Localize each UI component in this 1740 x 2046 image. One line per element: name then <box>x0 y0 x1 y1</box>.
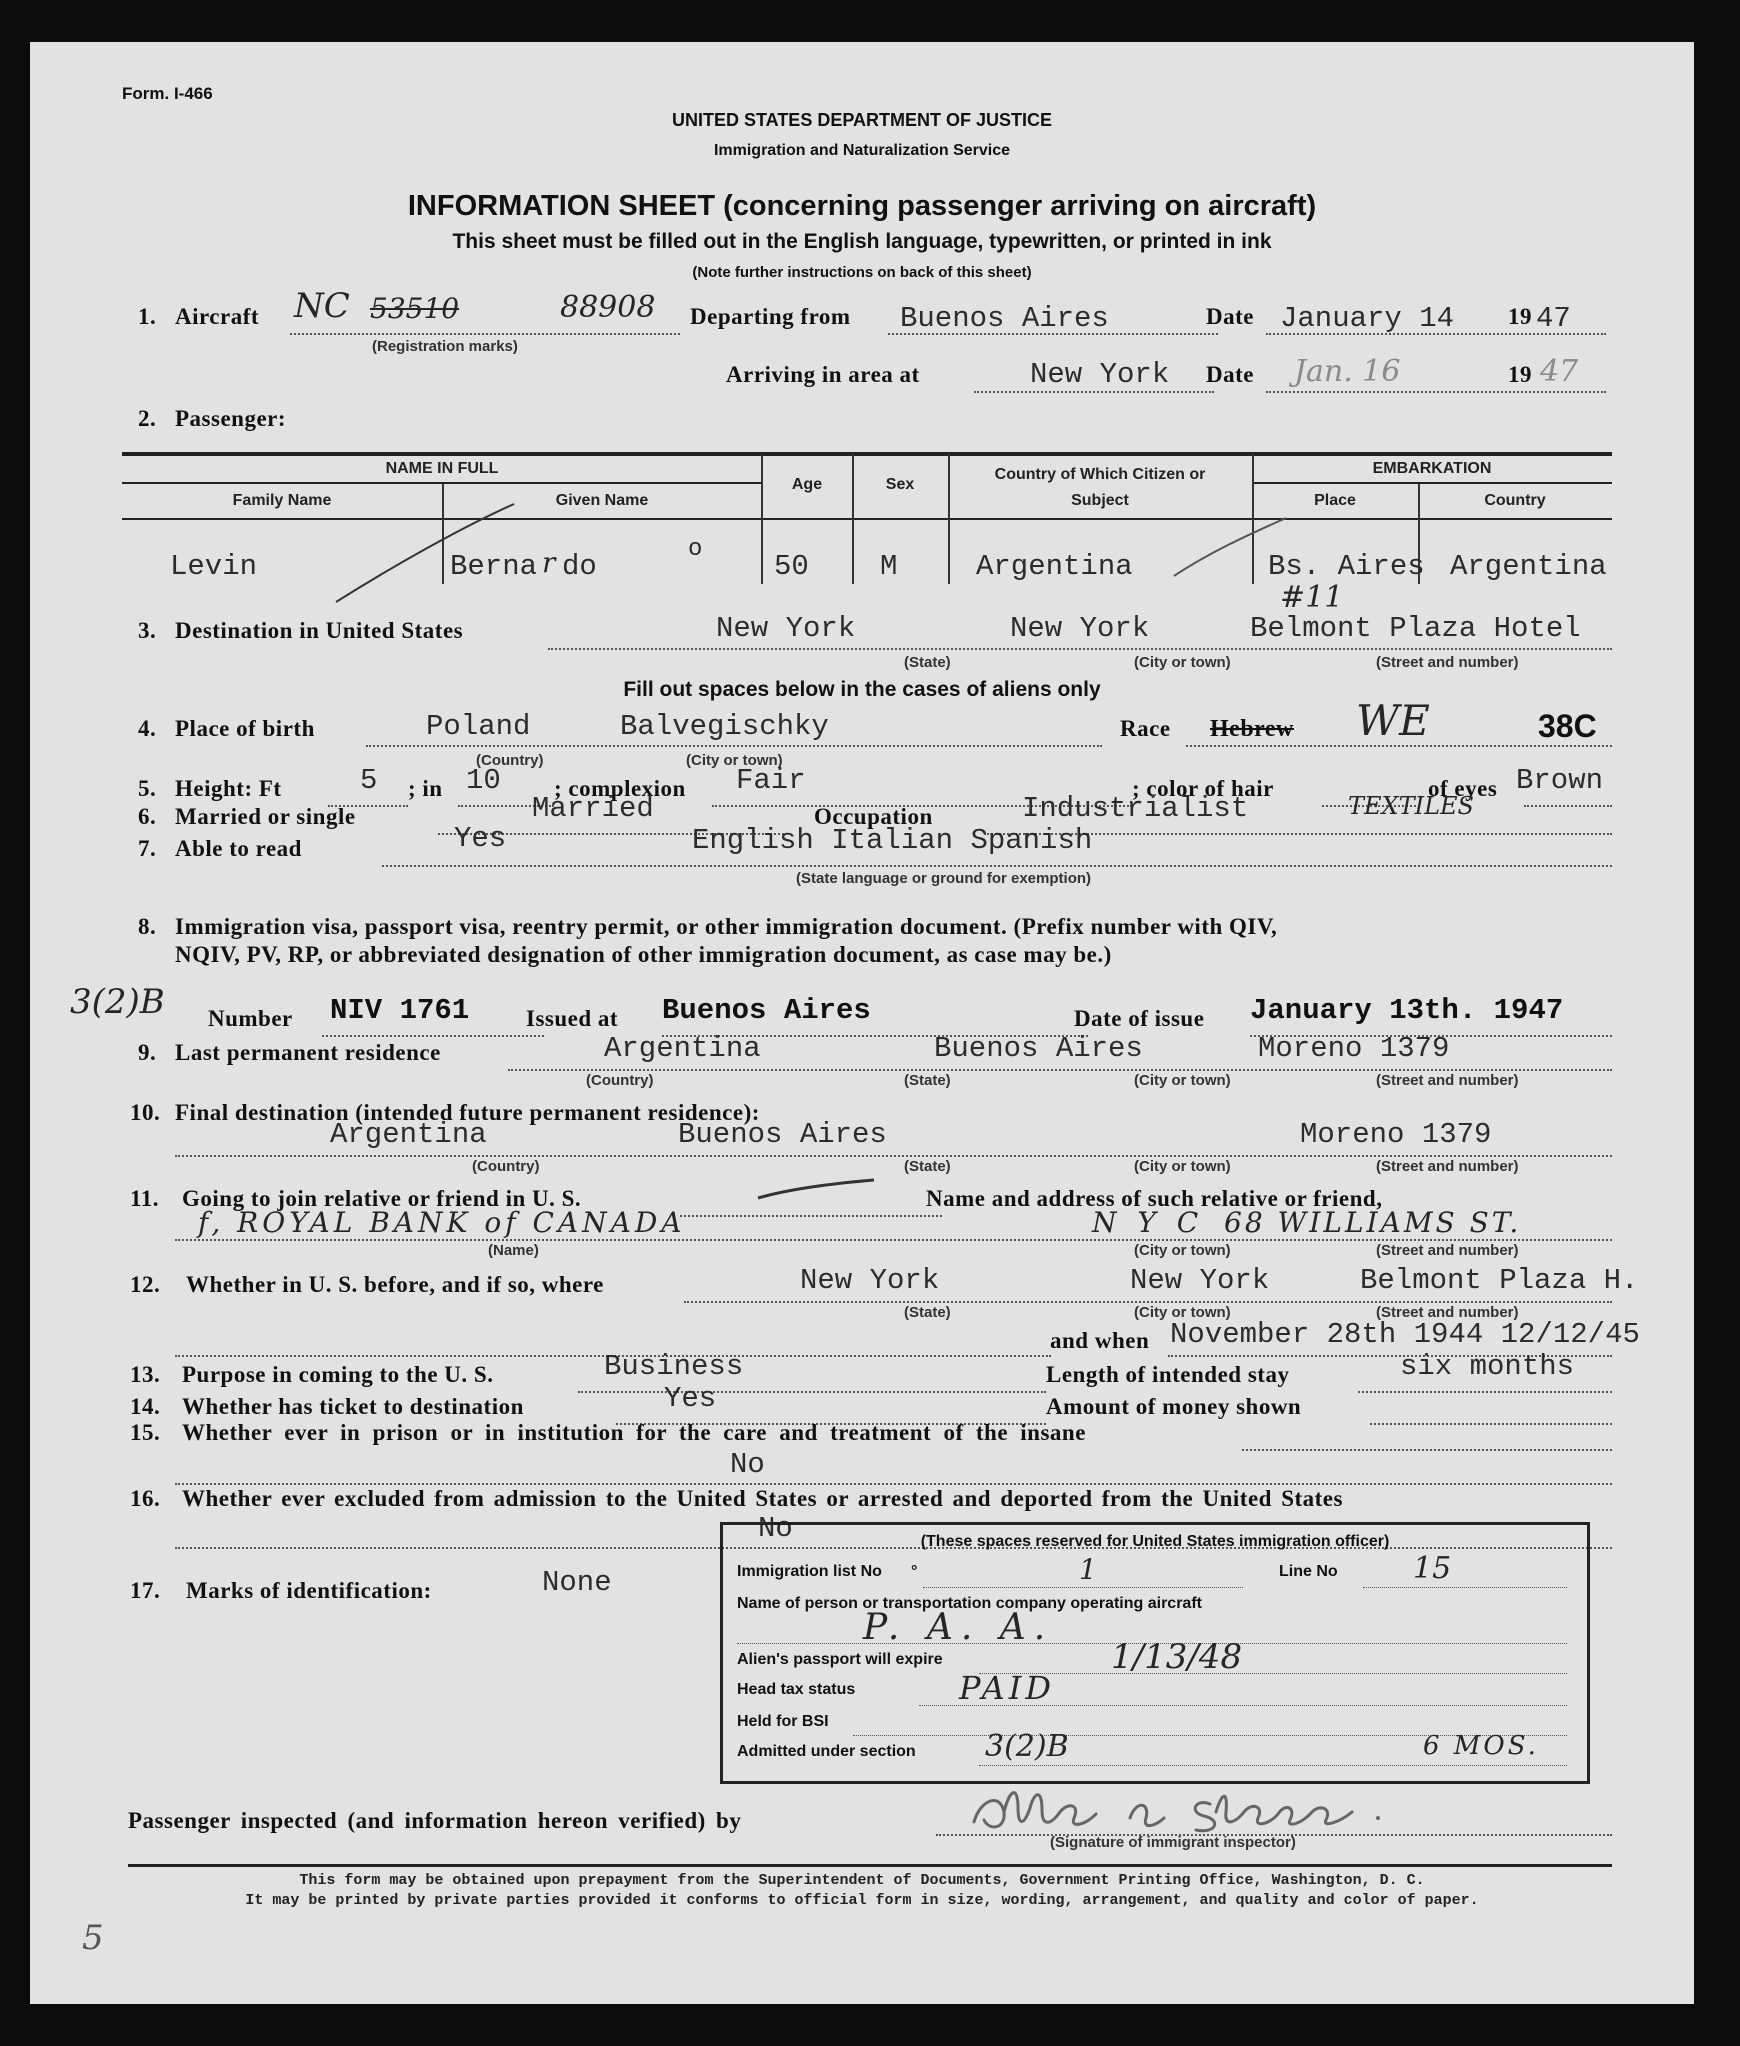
prison-answer-line <box>175 1483 1612 1485</box>
admitted-section-label: Admitted under section <box>737 1743 916 1760</box>
relative-street[interactable]: 68 WILLIAMS ST. <box>1224 1206 1522 1239</box>
race-handwritten[interactable]: WE <box>1356 696 1430 745</box>
final-destination-country[interactable]: Argentina <box>330 1118 487 1151</box>
head-tax-label: Head tax status <box>737 1681 856 1698</box>
arriving-value[interactable]: New York <box>1030 358 1170 391</box>
item-number: 2. <box>138 406 157 431</box>
last-residence-label: Last permanent residence <box>175 1040 441 1065</box>
date-label: Date <box>1206 362 1254 387</box>
previous-visit-street[interactable]: Belmont Plaza H. <box>1360 1264 1639 1297</box>
arrival-year[interactable]: 47 <box>1540 354 1579 389</box>
name-caption: (Name) <box>488 1242 539 1259</box>
registration-caption: (Registration marks) <box>372 338 518 355</box>
hair-label: ; color of hair <box>1132 776 1274 801</box>
country-caption: (Country) <box>472 1158 540 1175</box>
language-instruction: This sheet must be filled out in the English language, typewritten, or printed in ink <box>452 230 1272 253</box>
number-sign: ° <box>911 1563 918 1580</box>
item-number: 13. <box>130 1362 161 1387</box>
year-prefix: 19 <box>1508 304 1532 329</box>
departure-date[interactable]: January 14 <box>1280 302 1455 335</box>
issue-date-label: Date of issue <box>1074 1006 1205 1031</box>
item-number: 9. <box>138 1040 157 1065</box>
item-number: 4. <box>138 716 157 741</box>
stay-line <box>1358 1391 1612 1393</box>
table-top-rule <box>122 452 1612 456</box>
previous-visit-when[interactable]: November 28th 1944 12/12/45 <box>1170 1318 1640 1351</box>
name-in-full-header: NAME IN FULL <box>385 460 499 477</box>
line-number-label: Line No <box>1279 1563 1338 1580</box>
country-caption: (Country) <box>476 752 544 769</box>
visa-number[interactable]: NIV 1761 <box>330 994 470 1027</box>
relative-name[interactable]: f, ROYAL BANK of CANADA <box>198 1206 686 1239</box>
purpose-line <box>578 1391 1046 1393</box>
city-caption: (City or town) <box>1134 1158 1231 1175</box>
aircraft-prefix: NC <box>294 286 350 326</box>
when-label: and when <box>1050 1328 1150 1353</box>
page-title: INFORMATION SHEET (concerning passenger arriving on aircraft) <box>407 190 1317 222</box>
purpose-label: Purpose in coming to the U. S. <box>182 1362 494 1387</box>
race-line <box>1186 745 1612 747</box>
birth-line <box>366 745 1102 747</box>
bsi-label: Held for BSI <box>737 1713 829 1730</box>
visa-number-label: Number <box>208 1006 293 1031</box>
language-caption: (State language or ground for exemption) <box>796 870 1092 887</box>
issued-at-label: Issued at <box>526 1006 619 1031</box>
prison-answer[interactable]: No <box>730 1448 765 1481</box>
last-residence-line <box>508 1069 1612 1071</box>
item-number: 1. <box>138 304 157 329</box>
item-number: 15. <box>130 1420 161 1445</box>
age-value[interactable]: 50 <box>774 550 809 583</box>
purpose-value[interactable]: Business <box>604 1350 744 1383</box>
dash-mark <box>756 1176 876 1202</box>
issue-date-value[interactable]: January 13th. 1947 <box>1250 994 1564 1027</box>
last-residence-street[interactable]: Moreno 1379 <box>1258 1032 1450 1065</box>
read-value[interactable]: Yes <box>454 822 507 855</box>
admission-duration[interactable]: 6 MOS. <box>1423 1731 1539 1761</box>
embarkation-country-value[interactable]: Argentina <box>1450 550 1607 583</box>
final-destination-label: Final destination (intended future permanent residence): <box>175 1100 760 1125</box>
immigration-document-text-line1: Immigration visa, passport visa, reentry permit, or other immigration document. (Prefix number with QIV, <box>175 914 1278 939</box>
identification-marks-label: Marks of identification: <box>186 1578 432 1603</box>
line-number-line <box>1363 1587 1567 1588</box>
previous-visit-label: Whether in U. S. before, and if so, where <box>186 1272 604 1297</box>
arriving-line <box>974 391 1214 393</box>
height-inches[interactable]: 10 <box>466 764 501 797</box>
height-feet[interactable]: 5 <box>360 764 378 797</box>
item-number: 12. <box>130 1272 161 1297</box>
item-number: 8. <box>138 914 157 939</box>
last-residence-country[interactable]: Argentina <box>604 1032 761 1065</box>
citizen-value[interactable]: Argentina <box>976 550 1133 583</box>
aircraft-line <box>290 333 680 335</box>
name-address-label: Name and address of such relative or friend, <box>926 1186 1383 1211</box>
date-label: Date <box>1206 304 1254 329</box>
destination-label: Destination in United States <box>175 618 464 643</box>
city-caption: (City or town) <box>1134 1242 1231 1259</box>
previous-visit-state[interactable]: New York <box>800 1264 940 1297</box>
passport-expiry-line <box>979 1673 1567 1674</box>
prison-question: Whether ever in prison or in institution for the care and treatment of the insane <box>182 1420 1086 1445</box>
immigration-document-text-line2: NQIV, PV, RP, or abbreviated designation of other immigration document, as case may be.) <box>175 942 1112 967</box>
arriving-label: Arriving in area at <box>726 362 920 387</box>
given-name-header: Given Name <box>555 492 649 509</box>
item-number: 17. <box>130 1578 161 1603</box>
stay-value[interactable]: six months <box>1400 1350 1575 1383</box>
country-caption: (Country) <box>586 1072 654 1089</box>
city-caption: (City or town) <box>1134 1072 1231 1089</box>
destination-street[interactable]: Belmont Plaza Hotel <box>1250 612 1581 645</box>
race-struck: Hebrew <box>1210 716 1294 742</box>
aircraft-struck-number: 53510 <box>370 292 460 325</box>
birth-city[interactable]: Balvegischky <box>620 710 829 743</box>
family-name-header: Family Name <box>232 492 332 509</box>
height-feet-label: Height: Ft <box>175 776 282 801</box>
line-number-value[interactable]: 15 <box>1413 1551 1452 1586</box>
birth-country[interactable]: Poland <box>426 710 531 743</box>
item-number: 3. <box>138 618 157 643</box>
departing-value[interactable]: Buenos Aires <box>900 302 1109 335</box>
sex-value[interactable]: M <box>880 550 898 583</box>
passport-expiry-value[interactable]: 1/13/48 <box>1111 1637 1243 1677</box>
embarkation-header: EMBARKATION <box>1372 460 1492 477</box>
complexion-value[interactable]: Fair <box>736 764 806 797</box>
money-line <box>1370 1423 1612 1425</box>
page-mark: 5 <box>82 1918 104 1958</box>
stay-label: Length of intended stay <box>1046 1362 1290 1387</box>
languages-value[interactable]: English Italian Spanish <box>692 824 1093 857</box>
head-tax-value[interactable]: PAID <box>959 1669 1055 1707</box>
married-value[interactable]: Married <box>532 792 654 825</box>
money-label: Amount of money shown <box>1046 1394 1302 1419</box>
departing-label: Departing from <box>690 304 851 329</box>
column-divider <box>948 454 950 584</box>
item-number: 14. <box>130 1394 161 1419</box>
sex-header: Sex <box>885 476 915 493</box>
identification-marks-value[interactable]: None <box>542 1566 612 1599</box>
street-caption: (Street and number) <box>1376 654 1519 671</box>
state-caption: (State) <box>904 654 951 671</box>
final-destination-street[interactable]: Moreno 1379 <box>1300 1118 1492 1151</box>
race-label: Race <box>1120 716 1171 741</box>
aliens-note: Fill out spaces below in the cases of aliens only <box>623 678 1101 701</box>
join-relative-line <box>680 1215 942 1217</box>
exclusion-question: Whether ever excluded from admission to the United States or arrested and deported from the United States <box>182 1486 1343 1511</box>
issued-at-value[interactable]: Buenos Aires <box>662 994 871 1027</box>
item-number: 5. <box>138 776 157 801</box>
eyes-line <box>1524 805 1612 807</box>
embarkation-group-rule <box>1252 482 1612 484</box>
age-header: Age <box>791 476 823 493</box>
margin-section-note: 3(2)B <box>70 982 165 1022</box>
city-caption: (City or town) <box>686 752 783 769</box>
inspection-label: Passenger inspected (and information hereon verified) by <box>128 1808 742 1833</box>
prison-line-end <box>1242 1449 1612 1451</box>
street-caption: (Street and number) <box>1376 1158 1519 1175</box>
exclusion-answer[interactable]: No <box>758 1512 793 1545</box>
read-label: Able to read <box>175 836 302 861</box>
inspector-signature <box>960 1782 1400 1842</box>
form-sheet <box>30 42 1694 2004</box>
height-inches-label: ; in <box>408 776 443 801</box>
occupation-value[interactable]: Industrialist <box>1022 792 1249 825</box>
ticket-label: Whether has ticket to destination <box>182 1394 524 1419</box>
visa-number-line <box>322 1035 544 1037</box>
destination-state[interactable]: New York <box>716 612 856 645</box>
previous-visit-city[interactable]: New York <box>1130 1264 1270 1297</box>
footer-line-1: This form may be obtained upon prepayment from the Superintendent of Documents, Government Printing Office, Washington, D. C. <box>299 1872 1425 1889</box>
officer-use-box <box>720 1522 1590 1784</box>
birth-label: Place of birth <box>175 716 315 741</box>
country-header: Country <box>1484 492 1546 509</box>
operator-label: Name of person or transportation company operating aircraft <box>737 1595 1202 1612</box>
married-label: Married or single <box>175 804 356 829</box>
final-destination-state[interactable]: Buenos Aires <box>678 1118 887 1151</box>
immigration-list-label: Immigration list No <box>737 1563 882 1580</box>
state-caption: (State) <box>904 1158 951 1175</box>
passport-expiry-label: Alien's passport will expire <box>737 1651 943 1668</box>
item-number: 16. <box>130 1486 161 1511</box>
family-name-value[interactable]: Levin <box>170 550 258 583</box>
state-caption: (State) <box>904 1304 951 1321</box>
admitted-section-value[interactable]: 3(2)B <box>985 1729 1069 1764</box>
year-prefix: 19 <box>1508 362 1532 387</box>
state-caption: (State) <box>904 1072 951 1089</box>
passenger-label: Passenger: <box>175 406 287 431</box>
signature-caption: (Signature of immigrant inspector) <box>1050 1834 1296 1851</box>
back-note: (Note further instructions on back of this sheet) <box>692 264 1032 281</box>
eyes-value[interactable]: Brown <box>1516 764 1604 797</box>
relative-city[interactable]: N Y C <box>1092 1206 1205 1239</box>
ticket-value[interactable]: Yes <box>664 1382 717 1415</box>
admitted-section-line <box>979 1765 1567 1766</box>
embarkation-place-value[interactable]: Bs. Aires <box>1268 550 1425 583</box>
given-name-value-part1[interactable]: Berna <box>450 550 538 583</box>
destination-street-mark: #11 <box>1280 580 1344 615</box>
department-heading: UNITED STATES DEPARTMENT OF JUSTICE <box>671 110 1052 130</box>
footer-rule <box>128 1864 1612 1867</box>
aircraft-number[interactable]: 88908 <box>560 290 656 325</box>
item-number: 7. <box>138 836 157 861</box>
eyes-label: of eyes <box>1428 776 1498 801</box>
street-caption: (Street and number) <box>1376 1242 1519 1259</box>
operator-value[interactable]: P. A. A. <box>863 1607 1054 1648</box>
destination-city[interactable]: New York <box>1010 612 1150 645</box>
circle-mark: o <box>688 536 703 563</box>
item-number: 11. <box>130 1186 159 1211</box>
item-number: 6. <box>138 804 157 829</box>
occupation-handwritten: TEXTILES <box>1348 792 1474 820</box>
arrival-date-line <box>1266 391 1606 393</box>
relative-line <box>175 1239 1612 1241</box>
join-relative-label: Going to join relative or friend in U. S. <box>182 1186 582 1211</box>
officer-box-title: (These spaces reserved for United States immigration officer) <box>920 1533 1390 1550</box>
city-caption: (City or town) <box>1134 1304 1231 1321</box>
footer-line-2: It may be printed by private parties provided it conforms to official form in size, wording, arrangement, and quality and color of paper. <box>245 1892 1479 1909</box>
immigration-list-value[interactable]: 1 <box>1079 1553 1097 1586</box>
final-destination-line <box>175 1155 1612 1157</box>
previous-visit-line <box>684 1301 1612 1303</box>
place-header: Place <box>1314 492 1356 509</box>
service-heading: Immigration and Naturalization Service <box>713 142 1011 159</box>
last-residence-state[interactable]: Buenos Aires <box>934 1032 1143 1065</box>
given-name-correction-mark: r <box>542 546 556 579</box>
column-divider <box>852 454 854 584</box>
street-caption: (Street and number) <box>1376 1304 1519 1321</box>
read-line <box>382 865 1612 867</box>
race-code: 38C <box>1538 708 1597 744</box>
item-number: 10. <box>130 1100 161 1125</box>
form-id: Form. I-466 <box>122 84 213 103</box>
aircraft-label: Aircraft <box>175 304 260 329</box>
immigration-list-line <box>923 1587 1243 1588</box>
departure-year[interactable]: 47 <box>1536 302 1571 335</box>
complexion-label: ; complexion <box>554 776 686 801</box>
arrival-date[interactable]: Jan. 16 <box>1294 354 1401 389</box>
citizen-header: Country of Which Citizen or Subject <box>994 466 1206 509</box>
city-caption: (City or town) <box>1134 654 1231 671</box>
destination-line <box>548 648 1612 650</box>
occupation-label: Occupation <box>814 804 933 829</box>
given-name-value-part2[interactable]: do <box>562 550 597 583</box>
street-caption: (Street and number) <box>1376 1072 1519 1089</box>
